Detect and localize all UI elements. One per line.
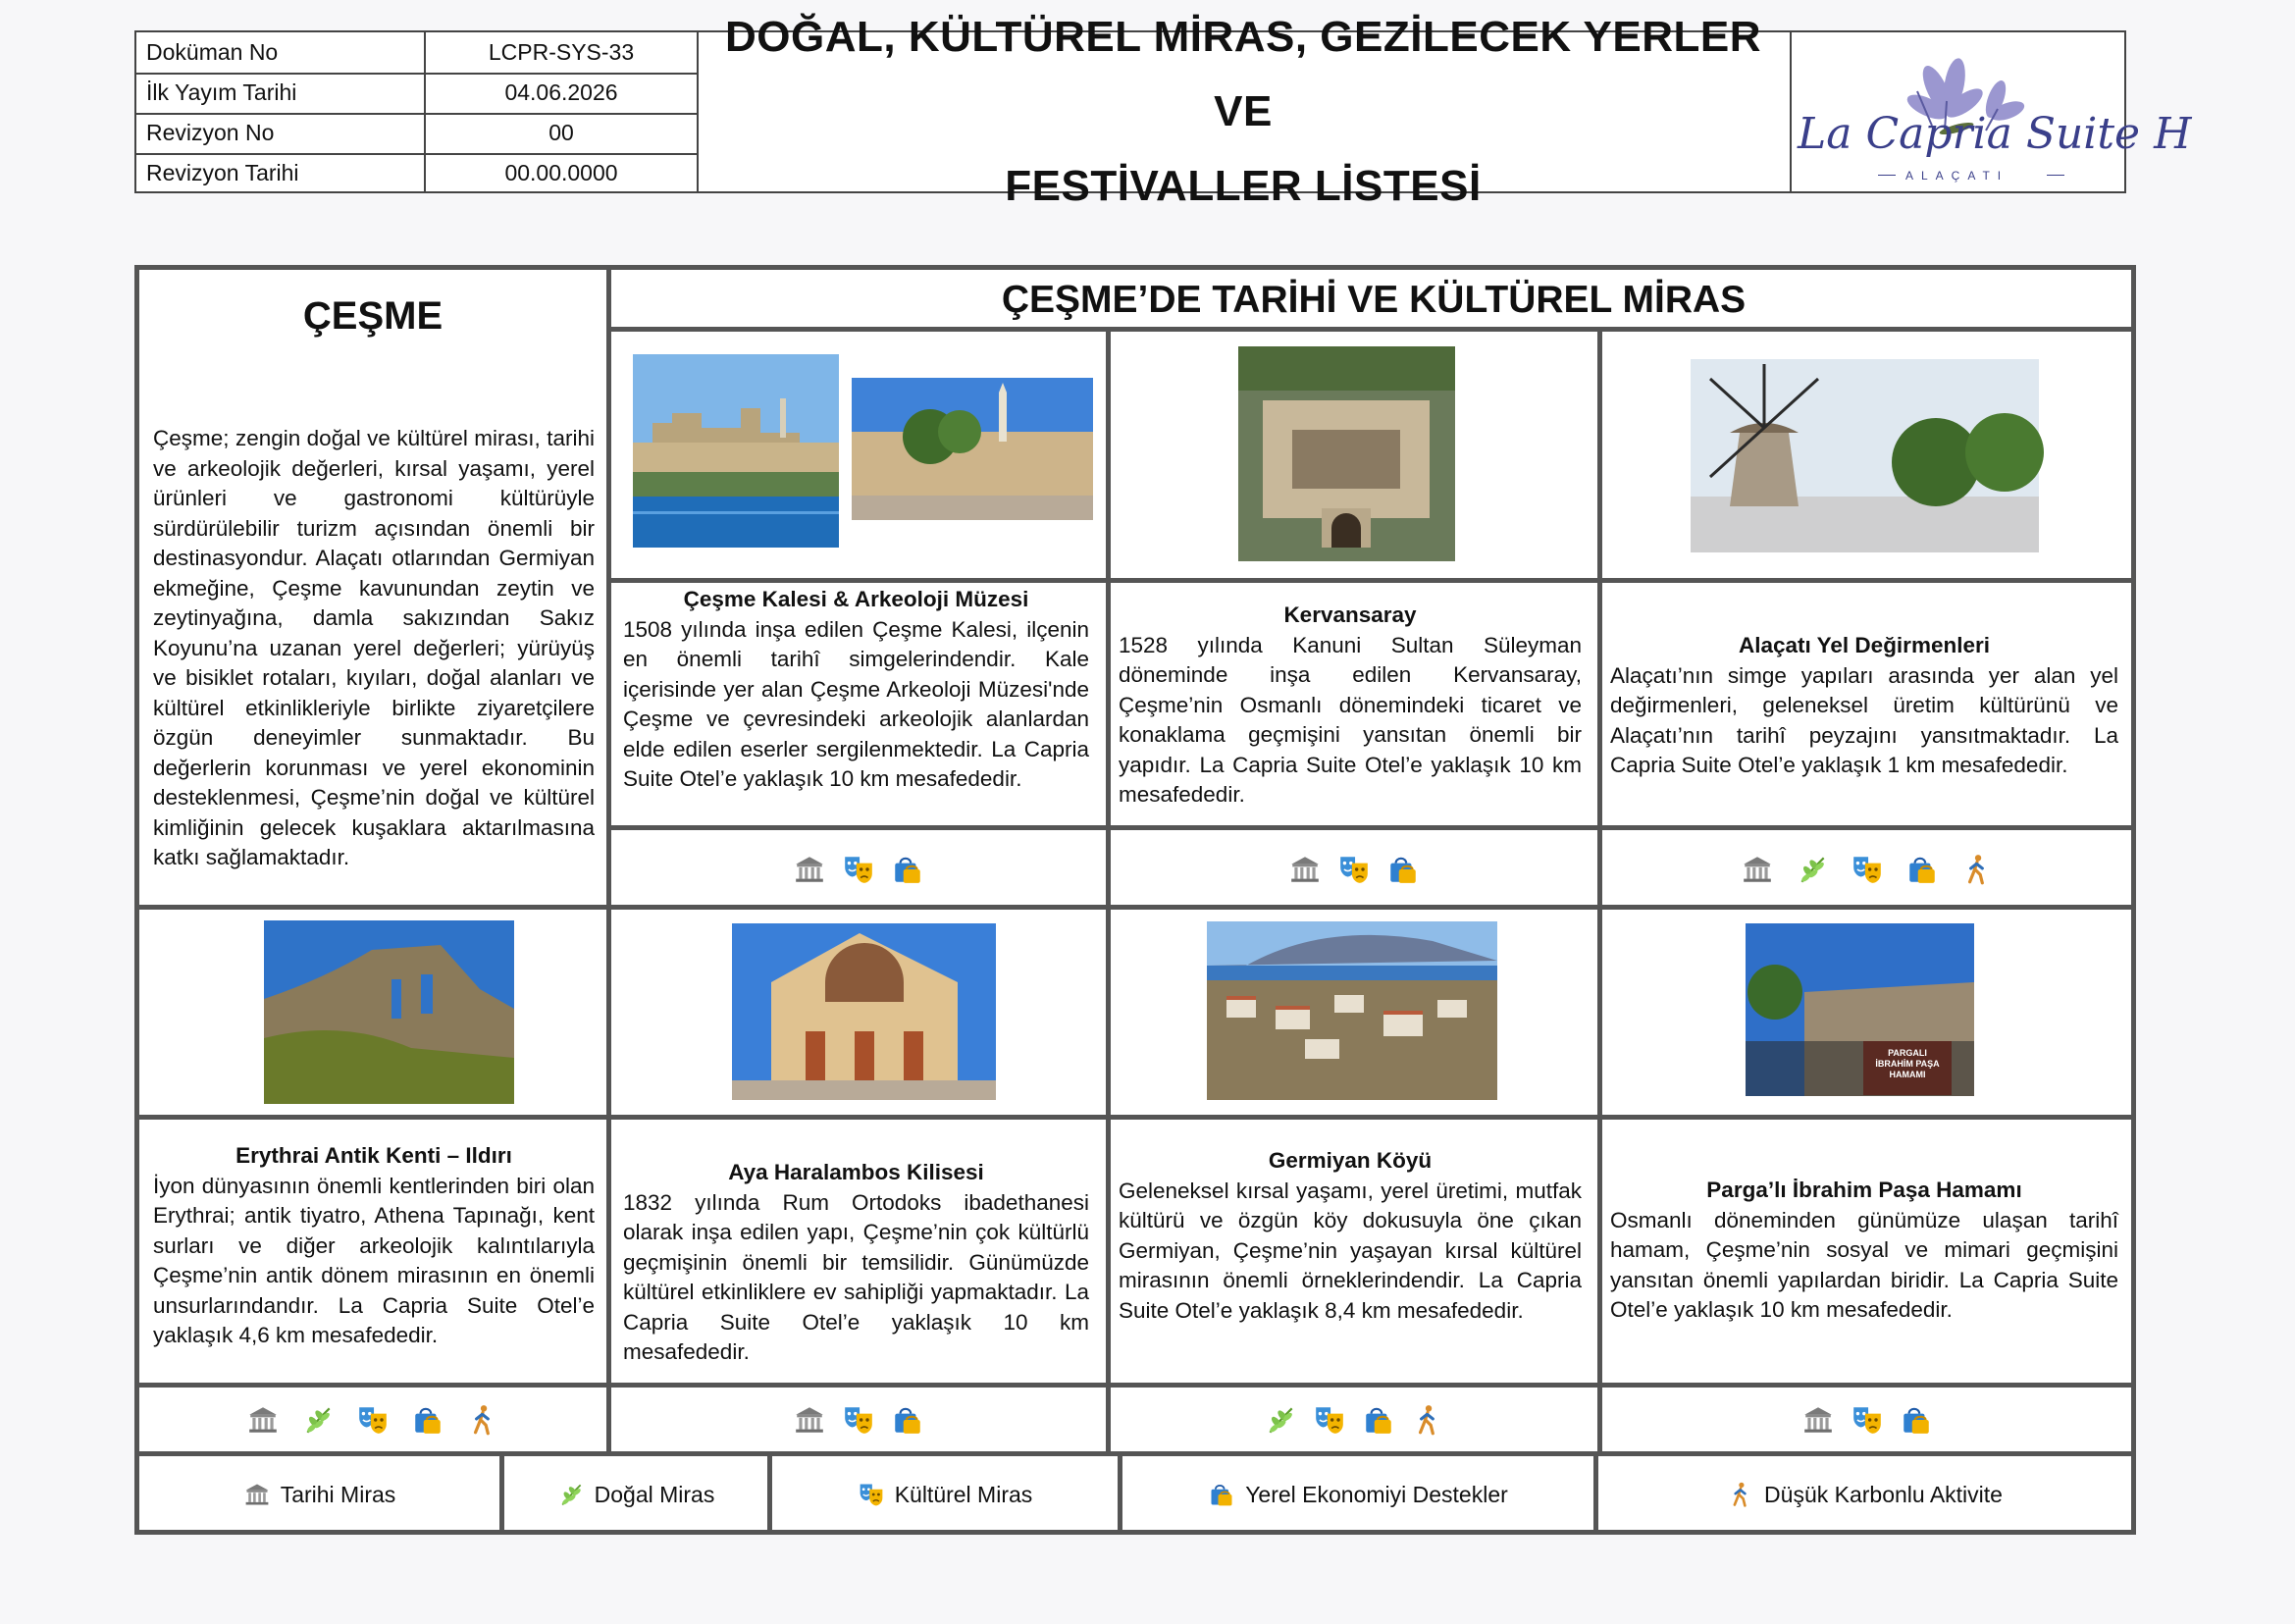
- meta-row: [136, 113, 697, 155]
- document-header: [134, 13, 2192, 210]
- masks-icon: [842, 1403, 875, 1437]
- walking-person-icon: [1960, 853, 1994, 886]
- shopping-bag-icon: [1900, 1403, 1933, 1437]
- place-card-text: [153, 1141, 595, 1351]
- shopping-bag-icon: [891, 853, 924, 886]
- germiyan-village-photo: [1207, 921, 1497, 1100]
- masks-icon: [1313, 1403, 1346, 1437]
- legend-label: Doğal Miras: [594, 1481, 715, 1507]
- category-icons: [1602, 832, 2131, 907]
- meta-row: [136, 153, 697, 193]
- category-icons: [1602, 1388, 2131, 1451]
- walking-person-icon: [466, 1403, 499, 1437]
- meta-row: [136, 73, 697, 115]
- herb-icon: [1796, 853, 1829, 886]
- logo-subtitle: ALAÇATI: [1905, 169, 2009, 183]
- legend-item-cultural: [772, 1459, 1118, 1530]
- place-description: 1832 yılında Rum Ortodoks ibadethanesi olarak inşa edilen yapı, Çeşme’nin çok kültürlü geçmişinin önemli bir temsilidir. Günümüzde kültürel etkinliklere ev sahipliği yapmaktadır. La Capria Suite Otel’e yaklaşık 10 km mesafededir.: [623, 1189, 1089, 1364]
- shopping-bag-icon: [891, 1403, 924, 1437]
- herb-icon: [557, 1481, 585, 1508]
- place-name: Alaçatı Yel Değirmenleri: [1739, 633, 1990, 657]
- hamam-photo: [1746, 923, 1974, 1096]
- category-icons: [611, 832, 1106, 907]
- kervansaray-photo: [1238, 346, 1455, 561]
- meta-value: 04.06.2026: [426, 73, 699, 113]
- meta-value: 00.00.0000: [426, 153, 699, 191]
- category-icons: [139, 1388, 606, 1451]
- title-line-2: FESTİVALLER LİSTESİ: [1005, 162, 1482, 210]
- category-icons: [1111, 832, 1597, 907]
- place-name: Parga’lı İbrahim Paşa Hamamı: [1706, 1178, 2022, 1202]
- masks-icon: [1851, 1403, 1884, 1437]
- meta-row: [136, 32, 697, 75]
- place-description: 1528 yılında Kanuni Sultan Süleyman döneminde inşa edilen Kervansaray, Çeşme’nin Osmanlı dönemindeki ticaret ve konaklama geçmişini yansıtan önemli bir yapıdır. La Capria Suite Otel’e yaklaşık 10 km mesafededir.: [1119, 632, 1582, 807]
- kale-entrance-photo: [852, 378, 1093, 520]
- place-name: Erythrai Antik Kenti – Ildırı: [235, 1143, 512, 1168]
- meta-label: İlk Yayım Tarihi: [136, 73, 426, 113]
- place-card-text: [623, 1158, 1089, 1368]
- place-description: Osmanlı döneminden günümüze ulaşan tarihî hamam, Çeşme’nin sosyal ve mimari geçmişini yansıtan önemli yapılardan biridir. La Capria Suite Otel’e yaklaşık 10 km mesafededir.: [1610, 1207, 2118, 1322]
- document-title: [697, 13, 1792, 210]
- section-title: ÇEŞME’DE TARİHİ VE KÜLTÜREL MİRAS: [1001, 279, 1747, 321]
- cesme-castle-photo: [633, 354, 839, 548]
- logo-rule: [2047, 175, 2064, 176]
- place-card-text: [623, 585, 1089, 795]
- place-description: Alaçatı’nın simge yapıları arasında yer alan yel değirmenleri, geleneksel üretim kültürünü ve Alaçatı’nın tarihî peyzajını yansıtmaktadır. La Capria Suite Otel’e yaklaşık 1 km mesafededir.: [1610, 662, 2118, 777]
- category-icons: [611, 1388, 1106, 1451]
- logo-rule: [1878, 175, 1896, 176]
- place-description: İyon dünyasının önemli kentlerinden biri olan Erythrai; antik tiyatro, Athena Tapınağı, kent surları ve diğer arkeolojik kalıntılarıyla Çeşme’nin antik dönem mirasının en önemli unsurlarındandır. La Capria Suite Otel’e yaklaşık 4,6 km mesafededir.: [153, 1173, 595, 1347]
- legend-label: Kültürel Miras: [894, 1481, 1033, 1507]
- place-name: Kervansaray: [1283, 602, 1417, 627]
- legend-item-natural: [504, 1459, 767, 1530]
- hotel-logo: [1790, 32, 2192, 191]
- museum-icon: [1288, 853, 1322, 886]
- shopping-bag-icon: [1386, 853, 1420, 886]
- category-icons: [1111, 1388, 1597, 1451]
- legend-item-local-economy: [1122, 1459, 1593, 1530]
- meta-value: LCPR-SYS-33: [426, 32, 699, 73]
- intro-title: ÇEŞME: [302, 294, 443, 338]
- museum-icon: [243, 1481, 271, 1508]
- erythrai-ruins-photo: [264, 920, 514, 1104]
- place-description: Geleneksel kırsal yaşamı, yerel üretimi, mutfak kültürü ve özgün köy dokusuyla öne çıkan Germiyan, Çeşme’nin yaşayan kırsal kültürel mirasının önemli örneklerindendir. La Capria Suite Otel’e yaklaşık 8,4 km mesafededir.: [1119, 1178, 1582, 1323]
- masks-icon: [858, 1481, 885, 1508]
- museum-icon: [1801, 1403, 1835, 1437]
- walking-person-icon: [1727, 1481, 1754, 1508]
- meta-value: 00: [426, 113, 699, 153]
- place-name: Germiyan Köyü: [1268, 1148, 1433, 1173]
- masks-icon: [356, 1403, 390, 1437]
- intro-text: Çeşme; zengin doğal ve kültürel mirası, tarihi ve arkeolojik değerleri, kırsal yaşamı, yerel ürünleri ve gastronomi kültürüyle sürdürülebilir turizm açısından önemli bir destinasyondur. Alaçatı otlarından Germiyan ekmeğine, Çeşme kavunundan zeytin ve zeytinyağına, damla sakızından Sakız Koyunu’na uzanan yerel değerleri; yürüyüş ve bisiklet rotaları, kıyıları, doğal alanları ve kültürel etkinlikleriyle birlikte ziyaretçilere özgün deneyimler sunmaktadır. Bu değerlerin korunması ve yerel ekonominin desteklenmesi, Çeşme’nin doğal ve kültürel kimliğinin gelecek kuşaklara aktarılmasına katkı sağlamaktadır.: [153, 426, 595, 869]
- legend-item-historic: [139, 1459, 499, 1530]
- shopping-bag-icon: [1362, 1403, 1395, 1437]
- place-card-text: [1119, 601, 1582, 811]
- legend-label: Yerel Ekonomiyi Destekler: [1245, 1481, 1508, 1507]
- shopping-bag-icon: [1208, 1481, 1235, 1508]
- meta-label: Revizyon No: [136, 113, 426, 153]
- museum-icon: [793, 1403, 826, 1437]
- legend-label: Tarihi Miras: [280, 1481, 396, 1507]
- masks-icon: [842, 853, 875, 886]
- herb-icon: [1264, 1403, 1297, 1437]
- shopping-bag-icon: [411, 1403, 444, 1437]
- herb-icon: [301, 1403, 335, 1437]
- logo-wordmark: La Capria Suite H: [1798, 109, 2192, 159]
- aya-haralambos-photo: [732, 923, 996, 1100]
- hamam-sign: PARGALI İBRAHİM PAŞA HAMAMI: [1875, 1048, 1940, 1079]
- place-name: Çeşme Kalesi & Arkeoloji Müzesi: [683, 587, 1029, 611]
- meta-label: Doküman No: [136, 32, 426, 73]
- masks-icon: [1337, 853, 1371, 886]
- meta-label: Revizyon Tarihi: [136, 153, 426, 191]
- legend-item-low-carbon: [1598, 1459, 2131, 1530]
- museum-icon: [1741, 853, 1774, 886]
- place-description: 1508 yılında inşa edilen Çeşme Kalesi, ilçenin en önemli tarihî simgelerindendir. Kale içerisinde yer alan Çeşme Arkeoloji Müzesi'nde Çeşme ve çevresindeki arkeolojik alanlardan elde edilen eserler sergilenmektedir. La Capria Suite Otel’e yaklaşık 10 km mesafededir.: [623, 616, 1089, 791]
- masks-icon: [1851, 853, 1884, 886]
- museum-icon: [793, 853, 826, 886]
- place-card-text: [1610, 631, 2118, 781]
- title-line-1: DOĞAL, KÜLTÜREL MİRAS, GEZİLECEK YERLER VE: [725, 13, 1761, 135]
- museum-icon: [246, 1403, 280, 1437]
- place-card-text: [1610, 1176, 2118, 1326]
- shopping-bag-icon: [1905, 853, 1939, 886]
- legend-label: Düşük Karbonlu Aktivite: [1764, 1481, 2003, 1507]
- place-name: Aya Haralambos Kilisesi: [728, 1160, 984, 1184]
- walking-person-icon: [1411, 1403, 1444, 1437]
- windmills-photo: [1691, 359, 2039, 552]
- place-card-text: [1119, 1146, 1582, 1326]
